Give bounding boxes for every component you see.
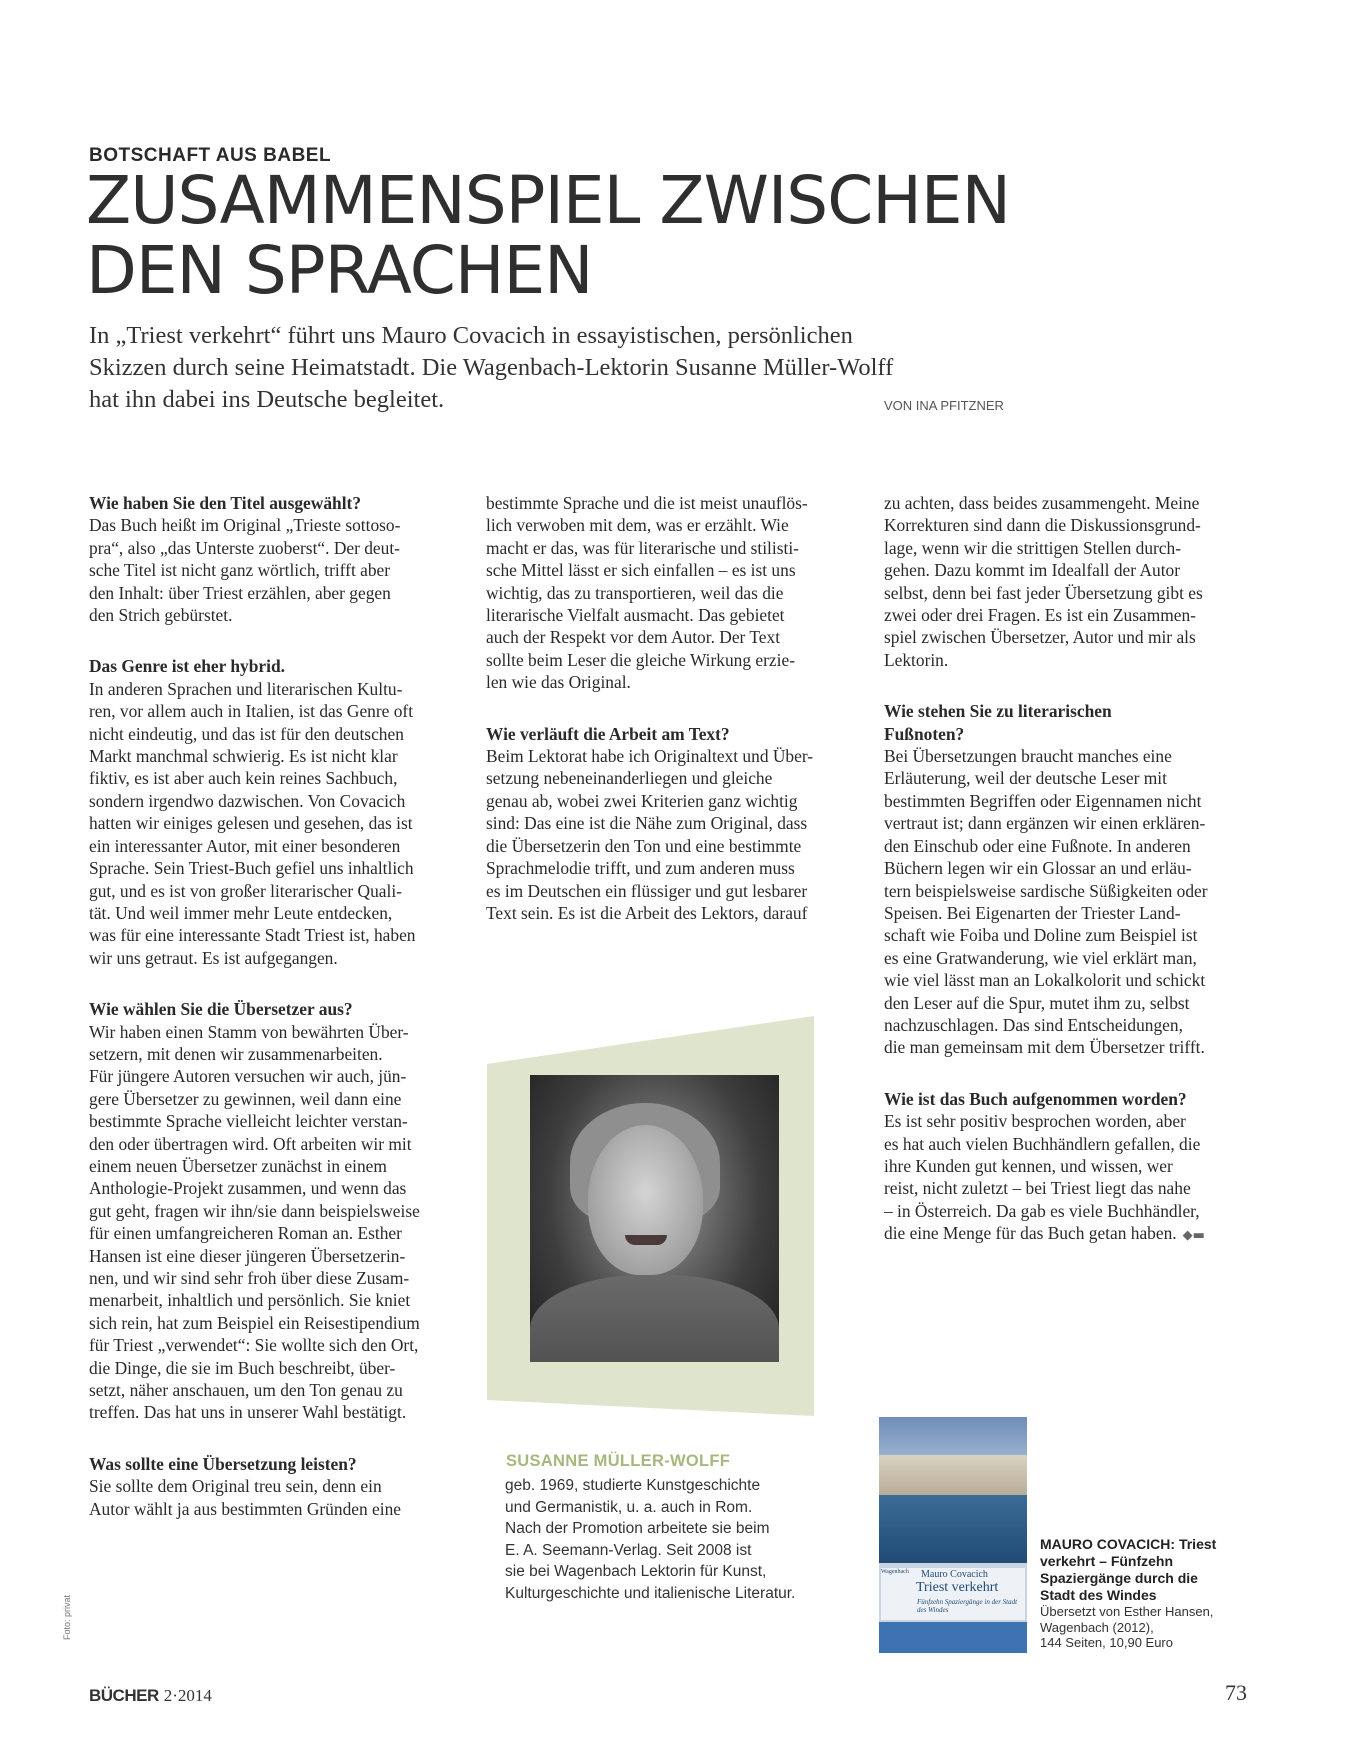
cover-buildings [879,1455,1027,1495]
text-column-1 [89,492,460,1520]
book-info-meta-line: 144 Seiten, 10,90 Euro [1040,1635,1173,1650]
answer-text-line: Bei Übersetzungen braucht manches eine [884,746,1172,767]
answer-text-line: gere Übersetzer zu gewinnen, weil dann eine [89,1088,402,1109]
answer-text-line: Beim Lektorat habe ich Originaltext und Über- [486,746,814,767]
answer-text-line: den oder übertragen wird. Oft arbeiten wir mit [89,1133,412,1154]
answer-text-line: Autor wählt ja aus bestimmten Gründen eine [89,1498,401,1519]
answer-text-line: gut geht, fragen wir ihn/sie dann beispielsweise [89,1200,420,1221]
answer-text-line: sche Titel ist nicht ganz wörtlich, trifft aber [89,560,391,581]
answer-text-line: sollte beim Leser die gleiche Wirkung erzie- [486,649,795,670]
answer-text-line: Lektorin. [884,649,949,670]
answer-text-line: es eine Gratwanderung, wie viel erklärt man, [884,947,1197,968]
answer-text-line: len wie das Original. [486,672,631,693]
text-column-3 [884,492,1255,1248]
answer-text-line: Das Buch heißt im Original „Trieste sottoso- [89,515,401,536]
answer-text-line: tät. Und weil immer mehr Leute entdecken, [89,902,393,923]
answer-text-line: wir uns getraut. Es ist aufgegangen. [89,947,338,968]
interview-question: Wie stehen Sie zu literarischen [884,701,1112,722]
book-info-title-line: Spaziergänge durch die [1040,1570,1198,1586]
book-info [1040,1536,1270,1651]
answer-text-line: ein interessanter Autor, mit einer besonderen [89,835,401,856]
caption-name: SUSANNE MÜLLER-WOLFF [506,1452,731,1470]
answer-text-line: sind: Das eine ist die Nähe zum Original, dass [486,813,808,834]
lead-line: Skizzen durch seine Heimatstadt. Die Wagenbach-Lektorin Susanne Müller-Wolff [89,354,894,381]
caption-line: Kulturgeschichte und italienische Literatur. [505,1584,796,1602]
answer-text-line: treffen. Das hat uns in unserer Wahl bestätigt. [89,1402,407,1423]
answer-text-line: hatten wir einiges gelesen und gesehen, das ist [89,813,413,834]
section-kicker: BOTSCHAFT AUS BABEL [89,145,332,166]
answer-text-line: für einen umfangreicheren Roman an. Esther [89,1223,402,1244]
cover-author: Mauro Covacich [921,1569,988,1580]
paragraph-gap [486,694,857,723]
answer-text-line: den Strich gebürstet. [89,605,233,626]
answer-text-line: – in Österreich. Da gab es viele Buchhändler, [884,1200,1200,1221]
answer-text-line: ren, vor allem auch in Italien, ist das Genre oft [89,701,414,722]
photo-smile [625,1235,667,1245]
answer-text-line: In anderen Sprachen und literarischen Kultu- [89,678,403,699]
caption-line: E. A. Seemann-Verlag. Seit 2008 ist [505,1541,752,1559]
answer-text-line: nicht eindeutig, und das ist für den deutschen [89,723,404,744]
caption-line: geb. 1969, studierte Kunstgeschichte [505,1477,761,1494]
caption-line: Nach der Promotion arbeitete sie beim [505,1520,770,1537]
headline-line: DEN SPRACHEN [86,232,593,309]
answer-text-line: Hansen ist eine dieser jüngeren Übersetzerin- [89,1245,406,1266]
text-column-2 [486,492,857,924]
answer-text-line: Es ist sehr positiv besprochen worden, aber [884,1111,1186,1132]
cover-subtitle: Fünfzehn Spaziergänge in der Stadt des Windes [917,1598,1018,1614]
answer-text-line: tern beispielsweise sardische Süßigkeiten oder [884,880,1208,901]
answer-text-line: auch der Respekt vor dem Autor. Der Text [486,627,781,648]
answer-text-line: es im Deutschen ein flüssiger und gut lesbarer [486,880,808,901]
answer-text-line: literarische Vielfalt ausmacht. Das gebietet [486,605,785,626]
caption-line: sie bei Wagenbach Lektorin für Kunst, [505,1563,767,1580]
issue-number: 2·2014 [163,1686,212,1705]
cover-publisher: Wagenbach [881,1569,909,1575]
interview-question: Wie wählen Sie die Übersetzer aus? [89,999,353,1020]
headline-line: ZUSAMMENSPIEL ZWISCHEN [86,162,1010,239]
paragraph-gap [89,1424,460,1453]
interview-question: Wie verläuft die Arbeit am Text? [486,723,730,744]
portrait-photo [530,1075,779,1362]
answer-text-line: nen, und wir sind sehr froh über diese Zusam- [89,1268,410,1288]
answer-text-fragment: die eine Menge für das Buch getan haben. [884,1223,1177,1244]
cover-title: Triest verkehrt [916,1580,999,1595]
photo-shoulders [530,1275,779,1362]
caption-text [505,1475,855,1604]
interview-question: Das Genre ist eher hybrid. [89,656,285,677]
answer-text-line: nachzuschlagen. Das sind Entscheidungen, [884,1014,1183,1035]
answer-text-line: Korrekturen sind dann die Diskussionsgrund- [884,515,1201,536]
answer-text-line: Wir haben einen Stamm von bewährten Über- [89,1021,409,1042]
book-info-title-line: MAURO COVACICH: Triest [1040,1536,1217,1552]
answer-text-line [884,1222,1255,1247]
answer-text-line: die Übersetzerin den Ton und eine bestimmte [486,835,802,856]
answer-text-line: vertraut ist; dann ergänzen wir einen erklären- [884,813,1206,834]
end-of-article-icon: ◆▬ [1182,1228,1205,1244]
book-info-title-line: Stadt des Windes [1040,1587,1157,1603]
answer-text-line: den Inhalt: über Triest erzählen, aber gegen [89,582,391,603]
caption-line: und Germanistik, u. a. auch in Rom. [505,1498,753,1516]
book-info-meta-line: Übersetzt von Esther Hansen, [1040,1604,1214,1619]
answer-text-line: bestimmte Sprache und die ist meist unauflös- [486,493,808,513]
answer-text-line: spiel zwischen Übersetzer, Autor und mir als [884,627,1196,648]
answer-text-line: selbst, denn bei fast jeder Übersetzung gibt es [884,582,1203,603]
answer-text-line: zwei oder drei Fragen. Es ist ein Zusammen- [884,605,1196,626]
book-info-meta-line: Wagenbach (2012), [1040,1619,1154,1635]
answer-text-line: wie viel lässt man an Lokalkolorit und schickt [884,970,1206,991]
answer-text-line: zu achten, dass beides zusammengeht. Meine [884,493,1200,513]
answer-text-line: Anthologie-Projekt zusammen, und wenn das [89,1178,407,1199]
cover-bottom-band [879,1622,1027,1653]
answer-text-line: Speisen. Bei Eigenarten der Triester Land- [884,902,1181,923]
answer-text-line: wichtig, das zu transportieren, weil das die [486,582,784,603]
lead-line: hat ihn dabei ins Deutsche begleitet. [89,386,445,413]
answer-text-line: sondern irgendwo dazwischen. Von Covacich [89,790,406,811]
answer-text-line: den Leser auf die Spur, mutet ihm zu, selbst [884,992,1190,1013]
answer-text-line: gut, und es ist von großer literarischer Quali- [89,880,402,901]
answer-text-line: was für eine interessante Stadt Triest ist, haben [89,925,416,946]
answer-text-line: einem neuen Übersetzer zunächst in einem [89,1155,387,1176]
answer-text-line: fiktiv, es ist aber auch kein reines Sachbuch, [89,768,398,789]
author-byline: VON INA PFITZNER [884,398,1004,413]
footer-magazine [89,1686,212,1706]
answer-text-line: ihre Kunden gut kennen, und wissen, wer [884,1155,1173,1176]
paragraph-gap [884,1059,1255,1088]
answer-text-line: schaft wie Foiba und Doline zum Beispiel ist [884,925,1198,946]
answer-text-line: setzern, mit denen wir zusammenarbeiten. [89,1043,383,1064]
answer-text-line: bestimmten Begriffen oder Eigennamen nicht [884,790,1202,811]
answer-text-line: Markt manchmal schwierig. Es ist nicht klar [89,746,398,767]
answer-text-line: setzung nebeneinanderliegen und gleiche [486,768,773,789]
answer-text-line: setzt, näher anschauen, um den Ton genau zu [89,1380,403,1401]
answer-text-line: macht er das, was für literarische und stilisti- [486,537,799,558]
answer-text-line: die man gemeinsam mit dem Übersetzer trifft. [884,1037,1205,1058]
article-lead [89,320,1019,416]
answer-text-line: lich verwoben mit dem, was er erzählt. Wie [486,515,789,536]
answer-text-line: genau ab, wobei zwei Kriterien ganz wichtig [486,790,798,811]
answer-text-line: sche Mittel lässt er sich einfallen – es ist uns [486,560,796,581]
answer-text-line: Für jüngere Autoren versuchen wir auch, jün- [89,1066,407,1087]
paragraph-gap [89,626,460,655]
answer-text-line: reist, nicht zuletzt – bei Triest liegt das nahe [884,1178,1191,1199]
answer-text-line: Sprachmelodie trifft, und zum anderen muss [486,858,795,879]
cover-water [879,1495,1027,1563]
answer-text-line: bestimmte Sprache vielleicht leichter verstan- [89,1111,408,1132]
page-number: 73 [1225,1680,1247,1705]
book-info-title-line: verkehrt – Fünfzehn [1040,1553,1174,1569]
magazine-name: BÜCHER [89,1686,159,1705]
interview-question: Wie haben Sie den Titel ausgewählt? [89,493,362,513]
answer-text-line: Sprache. Sein Triest-Buch gefiel uns inhaltlich [89,858,414,879]
interview-question: Wie ist das Buch aufgenommen worden? [884,1088,1187,1109]
answer-text-line: Text sein. Es ist die Arbeit des Lektors, darauf [486,902,808,923]
photo-credit: Foto: privat [62,1594,72,1640]
answer-text-line: die Dinge, die sie im Buch beschreibt, über- [89,1357,396,1378]
answer-text-line: pra“, also „das Unterste zuoberst“. Der deut- [89,537,400,558]
lead-line: In „Triest verkehrt“ führt uns Mauro Covacich in essayistischen, persönlichen [89,322,853,349]
answer-text-line: den Einschub oder eine Fußnote. In anderen [884,835,1191,856]
answer-text-line: für Triest „verwendet“: Sie wollte sich den Ort, [89,1335,419,1356]
answer-text-line: es hat auch vielen Buchhändlern gefallen, die [884,1133,1201,1154]
answer-text-line: gehen. Dazu kommt im Idealfall der Autor [884,560,1181,581]
interview-question: Fußnoten? [884,723,965,744]
answer-text-line: lage, wenn wir die strittigen Stellen durch- [884,537,1182,558]
photo-face [588,1125,703,1275]
answer-text-line: Sie sollte dem Original treu sein, denn ein [89,1476,382,1497]
paragraph-gap [884,671,1255,700]
book-cover [879,1417,1027,1653]
answer-text-line: Büchern legen wir ein Glossar an und erläu- [884,858,1192,879]
answer-text-line: sich rein, hat zum Beispiel ein Reisestipendium [89,1312,420,1333]
answer-text-line: Erläuterung, weil der deutsche Leser mit [884,768,1167,789]
interview-question: Was sollte eine Übersetzung leisten? [89,1453,357,1474]
article-headline [86,162,1186,309]
answer-text-line: menarbeit, inhaltlich und persönlich. Sie kniet [89,1290,411,1311]
paragraph-gap [89,969,460,998]
